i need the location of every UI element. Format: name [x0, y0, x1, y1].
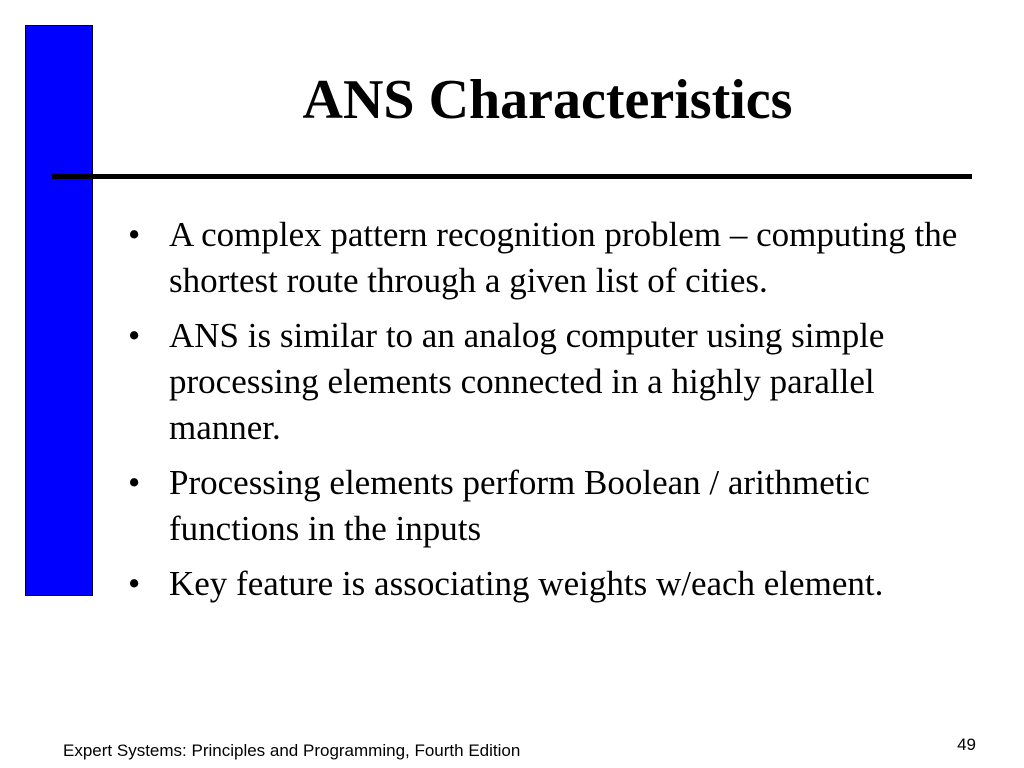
bullet-item-3 [128, 460, 968, 552]
bullet-text-1: A complex pattern recognition problem – computing the shortest route through a given list of cities. [169, 215, 958, 300]
bullet-text-2: ANS is similar to an analog computer using simple processing elements connected in a highly parallel manner. [169, 316, 885, 447]
footer-book-title: Expert Systems: Principles and Programming, Fourth Edition [63, 741, 521, 760]
page-number: 49 [957, 735, 976, 754]
bullet-marker: • [128, 215, 141, 254]
side-accent-bar [25, 25, 93, 596]
bullet-item-4 [128, 561, 968, 607]
title-divider [52, 174, 972, 179]
bullet-text-4: Key feature is associating weights w/each element. [169, 564, 884, 603]
bullet-marker: • [128, 316, 141, 355]
bullet-marker: • [128, 463, 141, 502]
slide-title: ANS Characteristics [302, 69, 793, 131]
bullet-item-2 [128, 313, 968, 451]
bullet-marker: • [128, 564, 141, 603]
bullet-text-3: Processing elements perform Boolean / arithmetic functions in the inputs [169, 463, 870, 548]
bullet-list [128, 212, 968, 616]
bullet-item-1 [128, 212, 968, 304]
